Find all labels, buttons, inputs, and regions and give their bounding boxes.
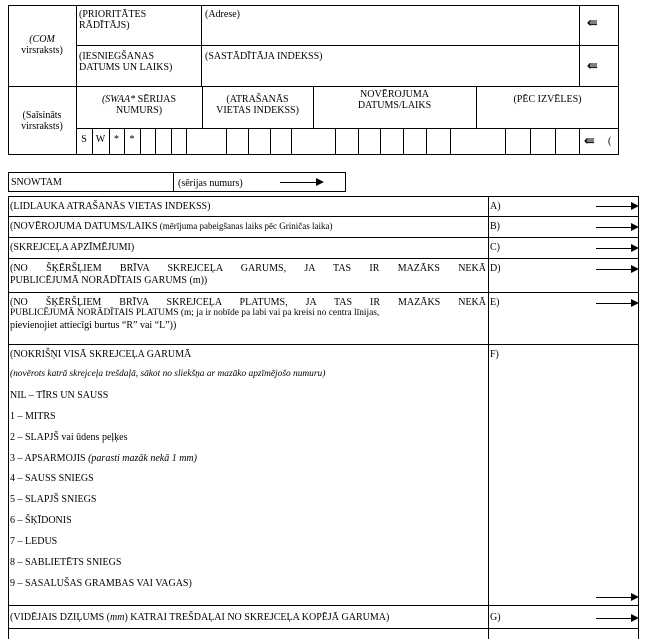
- series-number-label: (sērijas numurs): [178, 178, 243, 189]
- com-label: (COM: [29, 34, 55, 45]
- right-arrow-icon: [596, 206, 637, 207]
- abbr-label: (Saīsināts: [22, 110, 62, 121]
- list-item: 3 – APSARMOJIS (parasti mazāk nekā 1 mm): [10, 453, 197, 464]
- abbr-label-2: virsraksts): [21, 121, 63, 132]
- right-arrow-icon: [596, 248, 637, 249]
- optional-label: (PĒC IZVĒLES): [513, 94, 582, 105]
- list-item: 7 – LEDUS: [10, 536, 58, 547]
- row-b-text: (NOVĒROJUMA DATUMS/LAIKS (mērījuma pabeigšanas laiks pēc Griničas laika): [10, 221, 333, 232]
- right-arrow-icon: [596, 269, 637, 270]
- row-b-code: B): [490, 221, 500, 232]
- series-cell: S: [81, 134, 87, 145]
- row-d-code: D): [490, 263, 501, 274]
- list-item: 2 – SLAPJŠ vai ūdens peļķes: [10, 432, 128, 443]
- row-d-line-2: PUBLICĒJUMĀ NORĀDĪTAIS GARUMS (m)): [10, 275, 208, 286]
- list-item: NIL – TĪRS UN SAUSS: [10, 390, 109, 401]
- right-arrow-icon: [596, 597, 637, 598]
- series-cell: *: [114, 134, 119, 145]
- series-cell: *: [129, 134, 135, 145]
- row-e-line-3: pievienojiet attiecīgi burtus “R” vai “L”)): [10, 320, 177, 331]
- right-arrow-icon: [280, 182, 322, 183]
- row-g-text: (VIDĒJAIS DZIĻUMS (mm) KATRAI TREŠDAĻAI NO SKREJCEĻA KOPĒJĀ GARUMA): [10, 612, 390, 623]
- left-arrow-icon: ⇚: [587, 16, 598, 31]
- series-cell: W: [95, 134, 106, 145]
- list-item: 9 – SASALUŠAS GRAMBAS VAI VAGAS): [10, 578, 192, 589]
- list-item: 1 – MITRS: [10, 411, 56, 422]
- priority-label: (PRIORITĀTES: [79, 9, 147, 20]
- list-item: 5 – SLAPJŠ SNIEGS: [10, 494, 97, 505]
- row-f-note: (novērots katrā skrejceļa trešdaļā, sākot no sliekšņa ar mazāko apzīmējošo numuru): [10, 369, 326, 379]
- swaa-label-2: NUMURS): [115, 105, 163, 116]
- row-c-text: (SKREJCEĻA APZĪMĒJUMI): [10, 242, 135, 253]
- row-d-line-1: (NO ŠĶĒRŠĻIEM BRĪVA SKREJCEĻA GARUMS, JA TAS IR MAZĀKS NEKĀ: [10, 263, 486, 274]
- address-label: (Adrese): [205, 9, 240, 20]
- row-a-code: A): [490, 201, 501, 212]
- row-c-code: C): [490, 242, 500, 253]
- originator-label: (SASTĀDĪTĀJA INDEKSS): [205, 51, 323, 62]
- left-arrow-icon: ⇚: [587, 59, 598, 74]
- right-arrow-icon: [596, 618, 637, 619]
- location-label-2: VIETAS INDEKSS): [216, 105, 299, 116]
- swaa-label: (SWAA* SĒRIJAS: [101, 94, 177, 105]
- obs-label: NOVĒROJUMA: [360, 89, 429, 100]
- location-label: (ATRAŠANĀS: [226, 94, 289, 105]
- filing-label: (IESNIEGŠANAS: [79, 51, 154, 62]
- row-e-code: E): [490, 297, 500, 308]
- row-e-line-2: PUBLICĒJUMĀ NORĀDĪTAIS PLATUMS (m; ja ir nobīde pa labi vai pa kreisi no centra līnijas,: [10, 308, 380, 318]
- row-g-code: G): [490, 612, 501, 623]
- row-e-line-1: (NO ŠĶĒRŠĻIEM BRĪVA SKREJCEĻA PLATUMS, JA TAS IR MAZĀKS NEKĀ: [10, 297, 486, 308]
- right-arrow-icon: [596, 227, 637, 228]
- priority-label-2: RĀDĪTĀJS): [79, 20, 130, 31]
- row-a-text: (LIDLAUKA ATRAŠANĀS VIETAS INDEKSS): [10, 201, 211, 212]
- paren-mark: (: [608, 136, 612, 147]
- filing-label-2: DATUMS UN LAIKS): [79, 62, 173, 73]
- row-f-title: (NOKRIŠŅI VISĀ SKREJCEĻA GARUMĀ: [10, 349, 192, 360]
- list-item: 8 – SABLIETĒTS SNIEGS: [10, 557, 122, 568]
- snowtam-label: SNOWTAM: [11, 177, 62, 188]
- list-item: 6 – ŠĶĪDONIS: [10, 515, 72, 526]
- com-label-2: virsraksts): [21, 45, 63, 56]
- row-f-code: F): [490, 349, 499, 360]
- right-arrow-icon: [596, 303, 637, 304]
- obs-label-2: DATUMS/LAIKS: [357, 100, 432, 111]
- list-item: 4 – SAUSS SNIEGS: [10, 473, 94, 484]
- left-arrow-icon: ⇚: [584, 134, 595, 149]
